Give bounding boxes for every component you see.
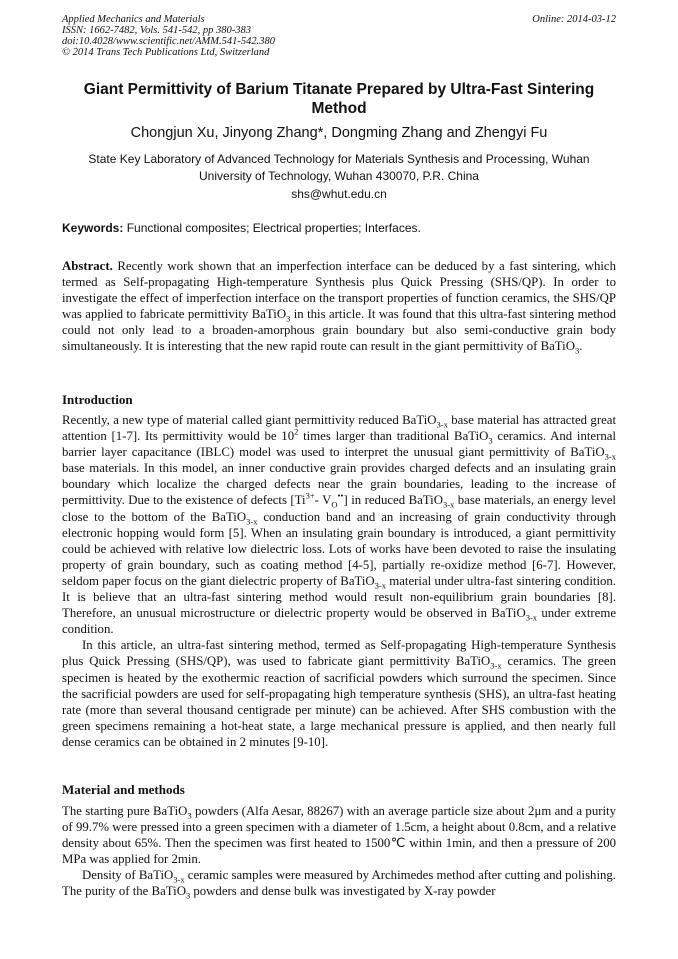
abstract-label: Abstract. bbox=[62, 259, 113, 273]
abstract-paragraph: Abstract. Recently work shown that an imperfection interface can be deduced by a fast sintering, which termed as Self-propagating High-temperature Synthesis plus Quick Pressing (SHS/QP). In order to investigate the effect of imperfection interface on the transport properties of function ceramics, the SHS/QP was applied to fabricate permittivity BaTiO$_3$ in this article. It was found that this ultra-fast sintering method could not only lead to a broaden-amorphous grain boundary but also semi-conductive grain body simultaneously. It is interesting that the new rapid route can result in the giant permittivity of BaTiO$_3$. bbox=[62, 259, 616, 357]
methods-body bbox=[62, 803, 616, 900]
intro-paragraph-1: Recently, a new type of material called giant permittivity reduced BaTiO$_{3-x}$ base material has attracted great attention [1-7]. Its permittivity would be $10^2$ times larger than traditional BaTiO$_3$ ceramics. And internal barrier layer capacitance (IBLC) model was used to interpret the unusual giant permittivity of BaTiO$_{3-x}$ base materials. In this model, an inner conductive grain provides charged defects and an insulating grain boundary which localize the charged defects near the grain boundaries, leading to the increase of permittivity. Due to the existence of defects [$Ti^{3+}-$ $V_O^{••}$] in reduced BaTiO$_{3-x}$ base materials, an energy level close to the bottom of the BaTiO$_{3-x}$ conduction band and an increasing of grain conductivity through electronic hopping would form [5]. When an insulating grain boundary is introduced, a giant permittivity could be achieved with relative low dielectric loss. Lots of works have been devoted to raise the insulating property of grain boundary, such as coating method [4-5], partially re-oxidize method [6-7]. However, seldom paper focus on the giant dielectric property of BaTiO$_{3-x}$ material under ultra-fast sintering condition. It is believe that an ultra-fast sintering method would result non-equilibrium grain boundaries [8]. Therefore, an unusual microstructure or dielectric property would be observed in BaTiO$_{3-x}$ under extreme condition. bbox=[62, 413, 617, 637]
section-heading-methods: Material and methods bbox=[62, 782, 185, 797]
keywords-label: Keywords: bbox=[62, 221, 124, 235]
keywords bbox=[62, 221, 616, 236]
abstract bbox=[62, 258, 616, 355]
keywords-text: Functional composites; Electrical properties; Interfaces. bbox=[123, 221, 421, 235]
journal-header bbox=[62, 14, 616, 58]
section-heading-introduction: Introduction bbox=[62, 392, 133, 407]
contact-email[interactable]: shs@whut.edu.cn bbox=[291, 187, 387, 201]
intro-paragraph-2: In this article, an ultra-fast sintering method, termed as Self-propagating High-temperature Synthesis plus Quick Pressing (SHS/QP), was used to fabricate giant permittivity BaTiO$_{3-x}$ ceramics. The green specimen is heated by the exothermic reaction of sacrificial powders which surround the specimen. Since the sacrificial powders are used for self-propagating high temperature synthesis (SHS), an ultra-fast heating rate (more than several thousand centigrade per minute) can be achieved. After SHS combustion with the green specimens remaining a hot-heat state, a large mechanical pressure is applied, and then nearly full dense ceramics can be obtained in 2 minutes [9-10]. bbox=[62, 638, 616, 749]
author-list: Chongjun Xu, Jinyong Zhang*, Dongming Zhang and Zhengyi Fu bbox=[130, 125, 548, 141]
introduction-body bbox=[62, 412, 616, 750]
copyright-line: © 2014 Trans Tech Publications Ltd, Switzerland bbox=[62, 47, 270, 58]
methods-paragraph-2: Density of BaTiO$_{3-x}$ ceramic samples were measured by Archimedes method after cutting and polishing. The purity of the BaTiO$_3$ powders and dense bulk was investigated by X-ray powder bbox=[62, 868, 616, 902]
online-date: Online: 2014-03-12 bbox=[532, 14, 616, 25]
paper-title: Giant Permittivity of Barium Titanate Prepared by Ultra-Fast Sintering Method bbox=[83, 81, 595, 117]
issn-line: ISSN: 1662-7482, Vols. 541-542, pp 380-383 bbox=[62, 25, 251, 36]
doi-line: doi:10.4028/www.scientific.net/AMM.541-542.380 bbox=[62, 36, 275, 47]
methods-paragraph-1: The starting pure BaTiO$_3$ powders (Alfa Aesar, 88267) with an average particle size about 2μm and a purity of 99.7% were pressed into a green specimen with a diameter of 1.5cm, a height about 0.8cm, and a relative density about 65%. Then the specimen was first heated to 1500℃ within 1min, and then a pressure of 200 MPa was applied for 2min. bbox=[62, 804, 616, 867]
affiliation: State Key Laboratory of Advanced Technology for Materials Synthesis and Processing, Wuhan University of Technology, Wuhan 430070, P.R. China bbox=[88, 152, 590, 183]
journal-name: Applied Mechanics and Materials bbox=[62, 14, 205, 25]
